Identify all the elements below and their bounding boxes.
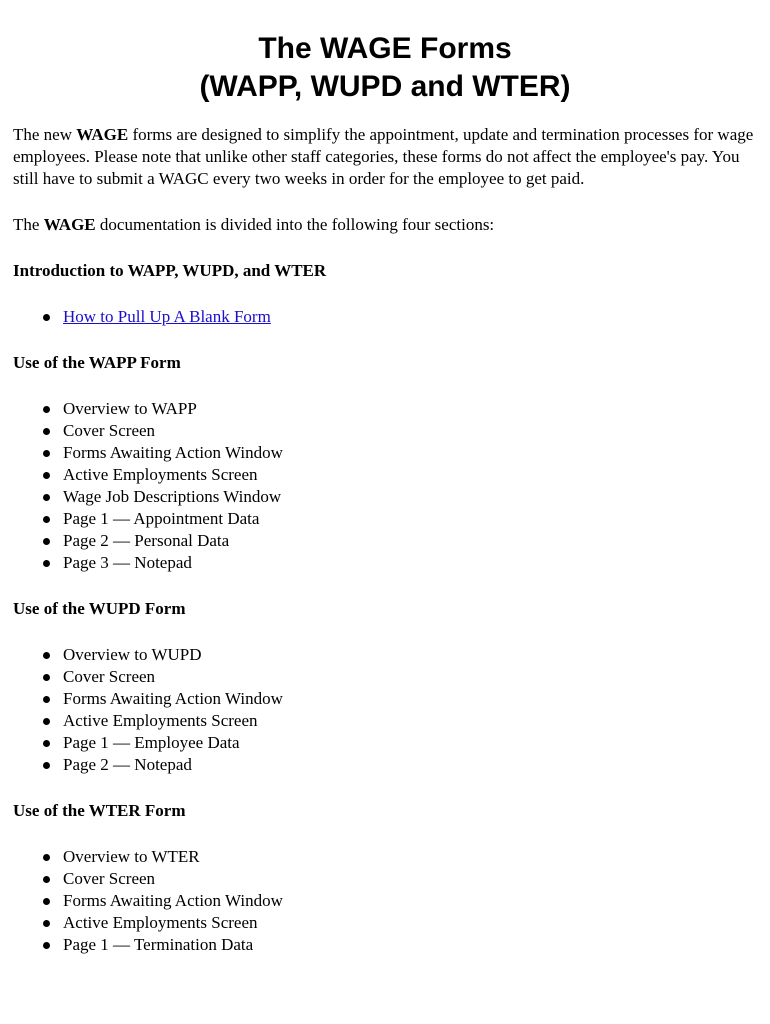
list-item-text: Forms Awaiting Action Window <box>63 689 283 708</box>
sections-intro-text-1: The <box>13 215 44 234</box>
intro-text-2: forms are designed to simplify the appointment, update and termination processes for wage employees. Please note that unlike other staff categories, these forms do not affect the employee's pay. You still have to submit a WAGC every two weeks in order for the employee to get paid. <box>13 125 754 188</box>
list-item <box>43 486 757 508</box>
list-item <box>43 442 757 464</box>
bullet-icon <box>43 876 50 883</box>
list-item <box>43 530 757 552</box>
list-item <box>43 846 757 868</box>
list-item-text: Overview to WUPD <box>63 645 202 664</box>
list-item <box>43 644 757 666</box>
list-item-text: Active Employments Screen <box>63 711 258 730</box>
list-item-text: Wage Job Descriptions Window <box>63 487 282 506</box>
how-to-pull-up-blank-form-link[interactable]: How to Pull Up A Blank Form <box>63 307 271 326</box>
list-item-text: Cover Screen <box>63 869 156 888</box>
list-item-text: Overview to WAPP <box>63 399 197 418</box>
introduction-list <box>13 306 757 328</box>
bullet-icon <box>43 696 50 703</box>
list-item-text: Page 1 — Termination Data <box>63 935 254 954</box>
list-item <box>43 306 757 328</box>
title-line-1: The WAGE Forms <box>258 32 512 65</box>
list-item <box>43 890 757 912</box>
bullet-icon <box>43 406 50 413</box>
section-heading-wter: Use of the WTER Form <box>13 801 186 820</box>
list-item <box>43 398 757 420</box>
list-item-text: Forms Awaiting Action Window <box>63 443 283 462</box>
list-item <box>43 508 757 530</box>
bullet-icon <box>43 516 50 523</box>
bullet-icon <box>43 450 50 457</box>
bullet-icon <box>43 472 50 479</box>
list-item-text: Cover Screen <box>63 667 156 686</box>
intro-text-1: The new <box>13 125 77 144</box>
bullet-icon <box>43 674 50 681</box>
list-item <box>43 420 757 442</box>
list-item-text: Page 1 — Appointment Data <box>63 509 260 528</box>
bullet-icon <box>43 942 50 949</box>
sections-intro-text-2: documentation is divided into the following four sections: <box>95 215 495 234</box>
intro-paragraph <box>13 124 757 190</box>
list-item <box>43 666 757 688</box>
list-item <box>43 732 757 754</box>
wter-list <box>13 846 757 956</box>
bullet-icon <box>43 560 50 567</box>
page-title <box>13 30 757 106</box>
bullet-icon <box>43 718 50 725</box>
intro-bold-wage: WAGE <box>76 125 129 144</box>
list-item <box>43 868 757 890</box>
list-item-text: Cover Screen <box>63 421 156 440</box>
bullet-icon <box>43 920 50 927</box>
list-item-text: Active Employments Screen <box>63 465 258 484</box>
list-item-text: Page 2 — Personal Data <box>63 531 230 550</box>
list-item <box>43 688 757 710</box>
list-item <box>43 464 757 486</box>
list-item-text: Forms Awaiting Action Window <box>63 891 283 910</box>
list-item-text: Page 1 — Employee Data <box>63 733 240 752</box>
sections-intro-paragraph <box>13 214 757 236</box>
list-item <box>43 552 757 574</box>
list-item <box>43 754 757 776</box>
list-item <box>43 934 757 956</box>
bullet-icon <box>43 762 50 769</box>
list-item-text: Active Employments Screen <box>63 913 258 932</box>
list-item-text: Overview to WTER <box>63 847 200 866</box>
bullet-icon <box>43 854 50 861</box>
bullet-icon <box>43 494 50 501</box>
bullet-icon <box>43 538 50 545</box>
bullet-icon <box>43 740 50 747</box>
list-item <box>43 710 757 732</box>
bullet-icon <box>43 314 50 321</box>
section-heading-wapp: Use of the WAPP Form <box>13 353 181 372</box>
bullet-icon <box>43 898 50 905</box>
wapp-list <box>13 398 757 574</box>
section-heading-introduction: Introduction to WAPP, WUPD, and WTER <box>13 261 327 280</box>
section-heading-wupd: Use of the WUPD Form <box>13 599 186 618</box>
list-item-text: Page 2 — Notepad <box>63 755 192 774</box>
bullet-icon <box>43 428 50 435</box>
bullet-icon <box>43 652 50 659</box>
list-item-text: Page 3 — Notepad <box>63 553 192 572</box>
sections-intro-bold-wage: WAGE <box>43 215 96 234</box>
title-line-2: (WAPP, WUPD and WTER) <box>199 70 571 103</box>
list-item <box>43 912 757 934</box>
wupd-list <box>13 644 757 776</box>
